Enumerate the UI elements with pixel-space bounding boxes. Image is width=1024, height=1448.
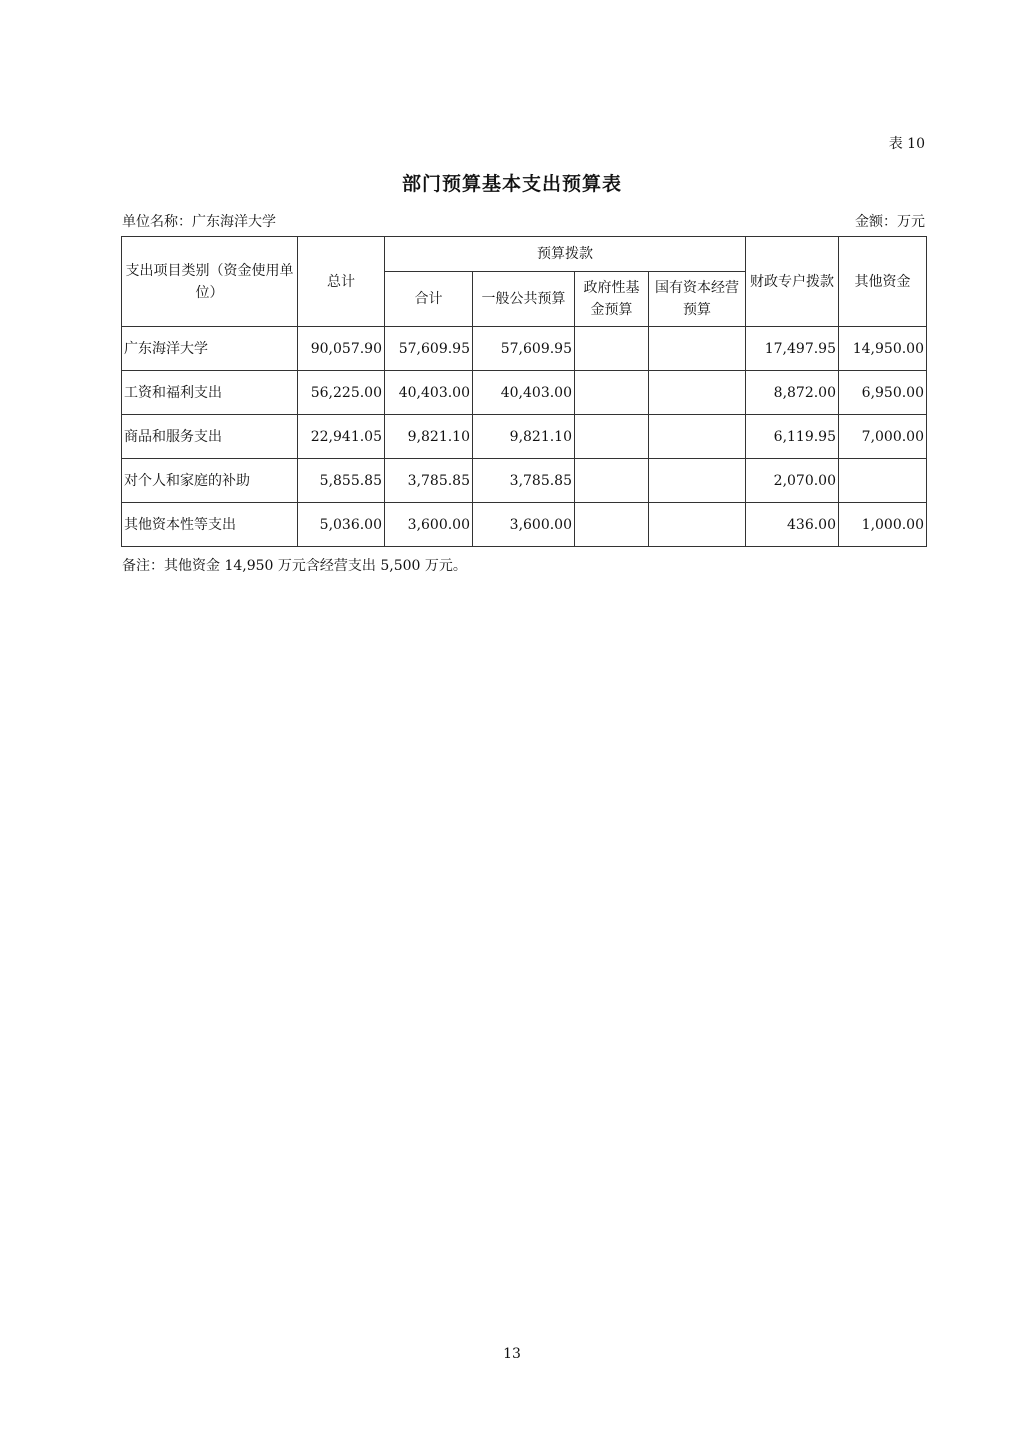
cell-state-capital <box>649 459 746 503</box>
header-category: 支出项目类别（资金使用单位） <box>122 237 298 327</box>
cell-total: 90,057.90 <box>298 327 385 371</box>
cell-gov-fund <box>575 459 649 503</box>
cell-subtotal: 40,403.00 <box>385 371 473 415</box>
cell-special: 6,119.95 <box>746 415 839 459</box>
table-row <box>122 415 927 459</box>
cell-special: 17,497.95 <box>746 327 839 371</box>
cell-subtotal: 3,785.85 <box>385 459 473 503</box>
cell-state-capital <box>649 503 746 547</box>
cell-state-capital <box>649 327 746 371</box>
table-row <box>122 503 927 547</box>
cell-gov-fund <box>575 371 649 415</box>
header-special-fiscal: 财政专户拨款 <box>746 237 839 327</box>
cell-general: 3,785.85 <box>473 459 575 503</box>
unit-name: 单位名称：广东海洋大学 <box>122 214 276 230</box>
cell-other: 6,950.00 <box>839 371 927 415</box>
table-note: 备注：其他资金 14,950 万元含经营支出 5,500 万元。 <box>122 558 467 574</box>
cell-other <box>839 459 927 503</box>
page-title: 部门预算基本支出预算表 <box>401 173 622 195</box>
cell-total: 56,225.00 <box>298 371 385 415</box>
row-name: 广东海洋大学 <box>122 327 298 371</box>
row-name: 工资和福利支出 <box>122 371 298 415</box>
cell-state-capital <box>649 415 746 459</box>
table-row <box>122 459 927 503</box>
budget-table <box>121 236 927 547</box>
header-other-funds: 其他资金 <box>839 237 927 327</box>
table-number: 表 10 <box>888 136 925 152</box>
amount-unit: 金额：万元 <box>855 214 925 230</box>
cell-gov-fund <box>575 415 649 459</box>
cell-gov-fund <box>575 327 649 371</box>
row-name: 商品和服务支出 <box>122 415 298 459</box>
cell-subtotal: 57,609.95 <box>385 327 473 371</box>
cell-general: 40,403.00 <box>473 371 575 415</box>
row-name: 其他资本性等支出 <box>122 503 298 547</box>
cell-general: 3,600.00 <box>473 503 575 547</box>
cell-gov-fund <box>575 503 649 547</box>
header-budget-allocation: 预算拨款 <box>385 237 746 272</box>
table-row <box>122 327 927 371</box>
cell-other: 1,000.00 <box>839 503 927 547</box>
cell-total: 22,941.05 <box>298 415 385 459</box>
table-row <box>122 371 927 415</box>
header-state-capital: 国有资本经营预算 <box>649 272 746 327</box>
header-total: 总计 <box>298 237 385 327</box>
header-subtotal: 合计 <box>385 272 473 327</box>
cell-subtotal: 3,600.00 <box>385 503 473 547</box>
cell-subtotal: 9,821.10 <box>385 415 473 459</box>
cell-state-capital <box>649 371 746 415</box>
cell-special: 436.00 <box>746 503 839 547</box>
page-number: 13 <box>503 1346 521 1362</box>
cell-total: 5,036.00 <box>298 503 385 547</box>
header-general-public: 一般公共预算 <box>473 272 575 327</box>
cell-special: 2,070.00 <box>746 459 839 503</box>
cell-general: 57,609.95 <box>473 327 575 371</box>
cell-other: 14,950.00 <box>839 327 927 371</box>
cell-total: 5,855.85 <box>298 459 385 503</box>
cell-other: 7,000.00 <box>839 415 927 459</box>
cell-general: 9,821.10 <box>473 415 575 459</box>
cell-special: 8,872.00 <box>746 371 839 415</box>
row-name: 对个人和家庭的补助 <box>122 459 298 503</box>
header-gov-fund: 政府性基金预算 <box>575 272 649 327</box>
